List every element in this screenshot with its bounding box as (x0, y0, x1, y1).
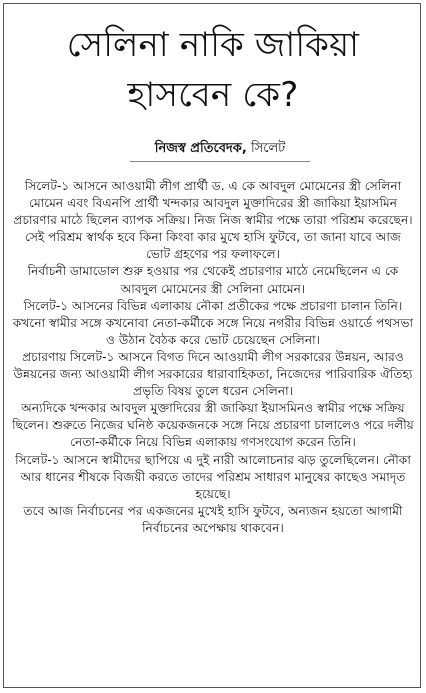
byline-reporter: নিজস্ব প্রতিবেদক, (154, 141, 247, 156)
paragraph: অন্যদিকে খন্দকার আবদুল মুক্তাদিরের স্ত্রী জাকিয়া ইয়াসমিনও স্বামীর পক্ষে সক্রিয় ছিলেন। শুরুতে নিজের ঘনিষ্ঠ কয়েকজনকে সঙ্গে নিয়ে প্রচারণা চালালেও পরে দলীয় নেতা-কর্মীকে নিয়ে বিভিন্ন এলাকায় গণসংযোগ করেন তিনি। (12, 401, 414, 450)
byline (130, 140, 310, 158)
paragraph: সেই পরিশ্রম স্বার্থক হবে কিনা কিংবা কার মুখে হাসি ফুটবে, তা জানা যাবে আজ ভোট গ্রহণের পর ফলাফলে। (25, 230, 401, 262)
headline-line-1: সেলিনা নাকি জাকিয়া (66, 25, 360, 65)
byline-place: সিলেট (250, 141, 286, 156)
paragraph: তবে আজ নির্বাচনের পর একজনের মুখেই হাসি ফুটবে, অন্যজন হয়তো আগামী নির্বাচনের অপেক্ষায় থাকবেন। (23, 503, 403, 535)
paragraph: সিলেট-১ আসনের বিভিন্ন এলাকায় নৌকা প্রতীকের পক্ষে প্রচারণা চালান তিনি। কখনো স্বামীর সঙ্গে কখনোবা নেতা-কর্মীকে সঙ্গে নিয়ে নগরীর বিভিন্ন ওয়ার্ডে পথসভা ও উঠান বৈঠক করে ভোট চেয়েছেন সেলিনা। (12, 298, 414, 347)
article-body (12, 178, 414, 537)
paragraph: নির্বাচনী ডামাডোল শুরু হওয়ার পর থেকেই প্রচারণার মাঠে নেমেছিলেন এ কে আবদুল মোমেনের স্ত্রী সেলিনা মোমেন। (27, 264, 399, 296)
byline-underline (130, 161, 310, 162)
headline-line-2: হাসবেন কে? (127, 75, 299, 115)
headline (6, 20, 420, 120)
paragraph: সিলেট-১ আসনে আওয়ামী লীগ প্রার্থী ড. এ কে আবদুল মোমেনের স্ত্রী সেলিনা মোমেন এবং বিএনপি প্রার্থী খন্দকার আবদুল মুক্তাদিরের স্ত্রী জাকিয়া ইয়াসমিন প্রচারণার মাঠে ছিলেন ব্যাপক সক্রিয়। নিজ নিজ স্বামীর পক্ষে তারা পরিশ্রম করেছেন। (13, 179, 413, 228)
paragraph: প্রচারণায় সিলেট-১ আসনে বিগত দিনে আওয়ামী লীগ সরকারের উন্নয়ন, আরও উন্নয়নের জন্য আওয়ামী লীগ সরকারের ধারাবাহিকতা, নিজেদের পারিবারিক ঐতিহ্য প্রভৃতি বিষয় তুলে ধরেন সেলিনা। (13, 349, 413, 399)
paragraph: সিলেট-১ আসনে স্বামীদের ছাপিয়ে এ দুই নারী আলোচনার ঝড় তুলেছিলেন। নৌকা আর ধানের শীষকে বিজয়ী করতে তাদের পরিশ্রম সাধারণ মানুষের কাছেও সমাদৃত হয়েছে। (15, 452, 411, 501)
